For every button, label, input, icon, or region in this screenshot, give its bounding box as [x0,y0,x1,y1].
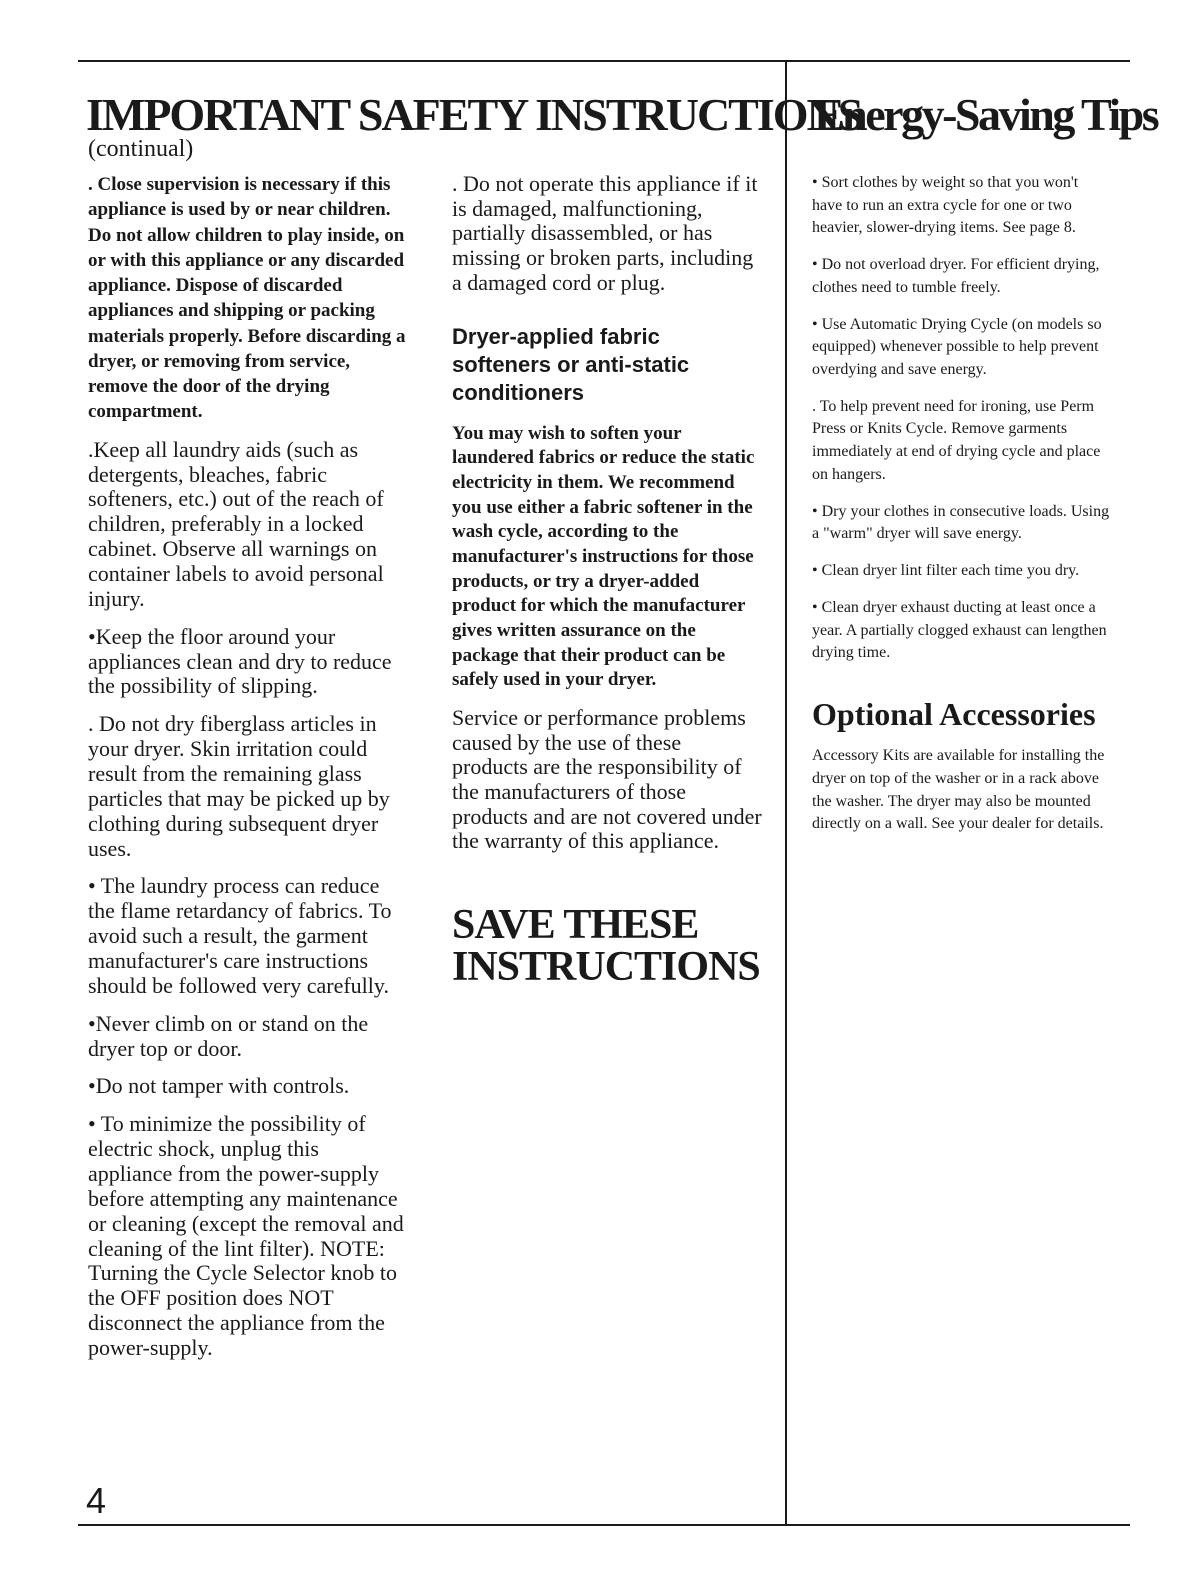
safety-item-laundry-aids: .Keep all laundry aids (such as detergents, bleaches, fabric softeners, etc.) out of the reach of children, preferably in a locked cabinet. Observe all warnings on container labels to avoid personal injury. [88,436,384,611]
save-instructions-heading [452,901,762,990]
tip-ironing: . To help prevent need for ironing, use Perm Press or Knits Cycle. Remove garments immediately at end of drying cycle and place on hangers. [812,397,1101,483]
tip-automatic-cycle: • Use Automatic Drying Cycle (on models so equipped) whenever possible to help prevent overdying and save energy. [812,315,1102,379]
safety-item-damaged: . Do not operate this appliance if it is damaged, malfunctioning, partially disassembled, or has missing or broken parts, including a damaged cord or plug. [452,171,758,295]
tip-sort-clothes: • Sort clothes by weight so that you won't have to run an extra cycle for one or two heavier, slower-drying items. See page 8. [812,174,1079,237]
safety-item-flame-retardancy: • The laundry process can reduce the flame retardancy of fabrics. To avoid such a result, the garment manufacturer's care instructions should be followed very carefully. [88,873,392,998]
energy-tips-title: Energy-Saving Tips [814,89,1158,140]
accessories-text: Accessory Kits are available for installing the dryer on top of the washer or in a rack above the washer. The dryer may also be mounted directly on a wall. See your dealer for details. [812,747,1105,833]
bottom-rule [78,1524,1130,1526]
safety-middle-column [452,172,762,988]
safety-left-column [88,172,408,1374]
energy-tips-column [812,172,1110,850]
safety-item-climb: •Never climb on or stand on the dryer top or door. [88,1010,369,1061]
safety-item-electric-shock: • To minimize the possibility of electric shock, unplug this appliance from the power-supply before attempting any maintenance or cleaning (except the removal and cleaning of the lint filter). NOTE: Turning the Cycle Selector knob to the OFF position does NOT disconnect the appliance from the power-supply. [88,1111,404,1361]
fabric-softener-warranty: Service or performance problems caused by the use of these products are the responsibility of the manufacturers of those products and are not covered under the warranty of this appliance. [452,705,762,854]
page-title: IMPORTANT SAFETY INSTRUCTIONS [86,89,862,140]
save-line-2: INSTRUCTIONS [452,943,760,990]
save-line-1: SAVE THESE [452,901,699,948]
safety-item-fiberglass: . Do not dry fiberglass articles in your dryer. Skin irritation could result from the remaining glass particles that may be picked up by clothing during subsequent dryer uses. [88,711,390,861]
column-divider [785,60,787,1526]
safety-item-floor: •Keep the floor around your appliances clean and dry to reduce the possibility of slipping. [88,623,392,699]
tip-consecutive-loads: • Dry your clothes in consecutive loads. Using a "warm" dryer will save energy. [812,502,1110,543]
accessories-heading: Optional Accessories [812,695,1096,732]
top-rule [78,60,1130,62]
tip-lint-filter: • Clean dryer lint filter each time you dry. [812,562,1080,580]
tip-exhaust: • Clean dryer exhaust ducting at least once a year. A partially clogged exhaust can lengthen drying time. [812,598,1107,662]
tip-overload: • Do not overload dryer. For efficient drying, clothes need to tumble freely. [812,256,1100,296]
fabric-softener-heading: Dryer-applied fabric softeners or anti-static conditioners [452,324,690,406]
safety-item-tamper: •Do not tamper with controls. [88,1073,350,1099]
safety-item-children: . Close supervision is necessary if this appliance is used by or near children. Do not allow children to play inside, on or with this appliance or any discarded appliance. Dispose of discarded appliances and shipping or packing materials properly. Before discarding a dryer, or removing from service, remove the door of the drying compartment. [88,174,406,423]
page-subtitle: (continual) [88,136,194,162]
fabric-softener-advice: You may wish to soften your laundered fabrics or reduce the static electricity in them. We recommend you use either a fabric softener in the wash cycle, according to the manufacturer's instructions for those products, or try a dryer-added product for which the manufacturer gives written assurance on the package that their product can be safely used in your dryer. [452,422,755,691]
page-number: 4 [86,1480,107,1521]
